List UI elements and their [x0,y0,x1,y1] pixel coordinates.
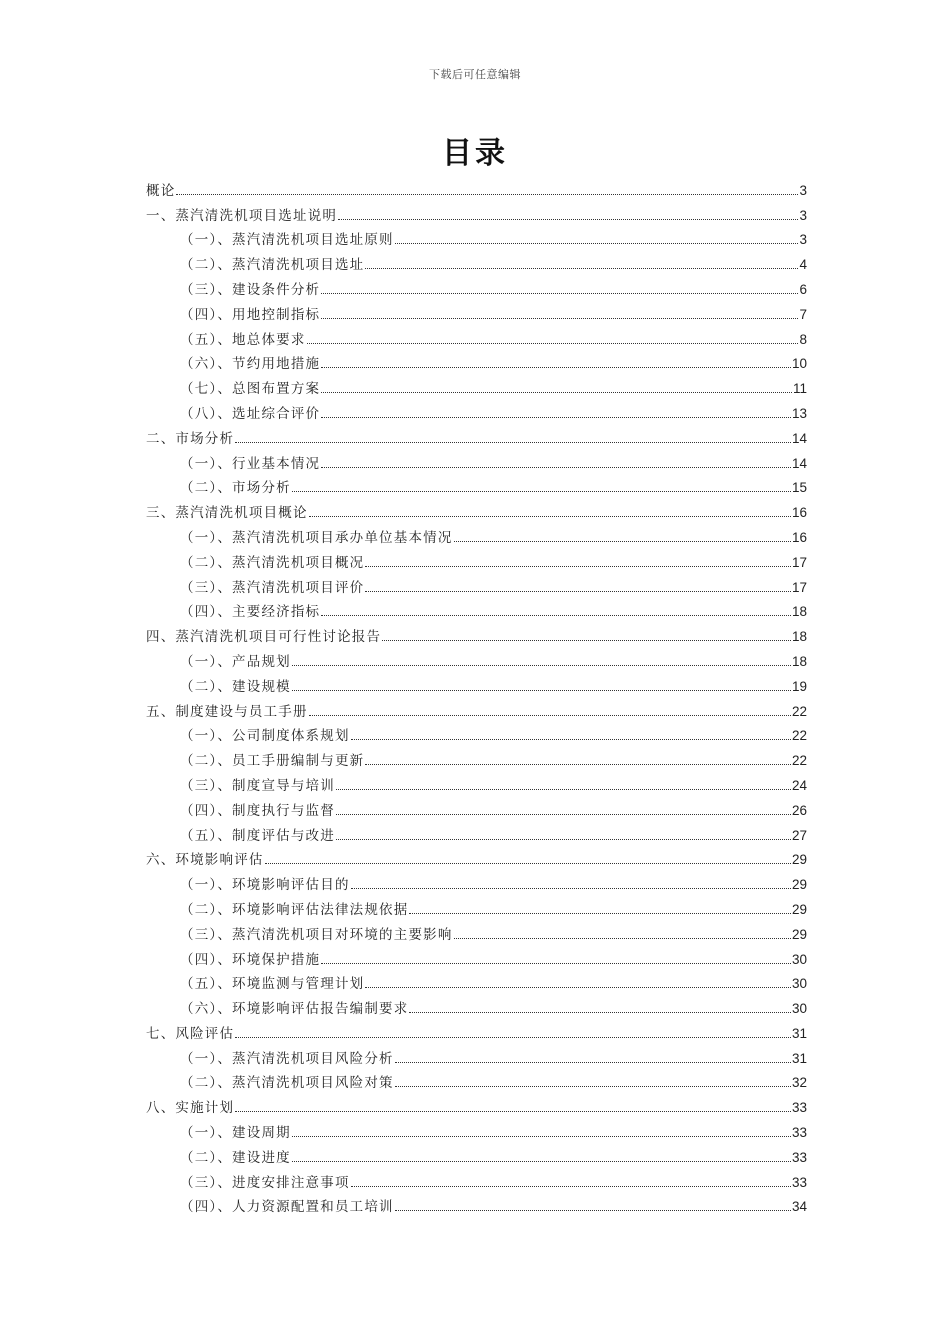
toc-subsection-entry[interactable] [146,645,807,670]
toc-subsection-entry[interactable] [146,397,807,422]
toc-dot-leader [307,343,799,344]
toc-subsection-entry[interactable] [146,868,807,893]
toc-dot-leader [365,566,791,567]
toc-subsection-entry[interactable] [146,472,807,497]
toc-page-number: 18 [791,629,807,645]
toc-dot-leader [336,789,791,790]
toc-dot-leader [292,665,791,666]
toc-subsection-entry[interactable] [146,893,807,918]
toc-entry-title: （四）、主要经济指标 [180,604,321,621]
toc-section-entry[interactable] [146,620,807,645]
toc-subsection-entry[interactable] [146,744,807,769]
toc-dot-leader [395,1210,791,1211]
toc-page-number: 19 [791,678,807,694]
page-title: 目录 [442,136,508,171]
toc-page-number: 17 [791,554,807,570]
toc-dot-leader [351,888,791,889]
toc-entry-title: （一）、蒸汽清洗机项目风险分析 [180,1050,394,1067]
toc-subsection-entry[interactable] [146,273,807,298]
toc-dot-leader [292,1161,791,1162]
toc-subsection-entry[interactable] [146,224,807,249]
toc-dot-leader [336,839,791,840]
toc-entry-title: （六）、环境影响评估报告编制要求 [180,1001,409,1018]
toc-subsection-entry[interactable] [146,670,807,695]
toc-page-number: 7 [799,306,807,322]
toc-entry-title: （二）、蒸汽清洗机项目概况 [180,554,365,571]
toc-entry-title: 五、制度建设与员工手册 [146,703,308,720]
toc-page-number: 14 [791,430,807,446]
toc-page-number: 27 [791,827,807,843]
toc-page-number: 30 [791,1001,807,1017]
toc-entry-title: （五）、地总体要求 [180,331,306,348]
toc-page-number: 31 [791,1025,807,1041]
toc-section-entry[interactable] [146,496,807,521]
toc-entry-title: 概论 [146,182,176,199]
toc-page-number: 10 [791,356,807,372]
toc-entry-title: （二）、市场分析 [180,480,291,497]
toc-page-number: 33 [791,1100,807,1116]
toc-subsection-entry[interactable] [146,1141,807,1166]
toc-dot-leader [382,640,791,641]
toc-entry-title: （二）、建设规模 [180,678,291,695]
toc-dot-leader [235,1111,791,1112]
toc-page-number: 26 [791,802,807,818]
toc-page-number: 4 [799,257,807,273]
toc-subsection-entry[interactable] [146,819,807,844]
toc-page-number: 13 [791,405,807,421]
toc-dot-leader [409,913,791,914]
toc-page-number: 16 [791,529,807,545]
toc-page-number: 29 [791,901,807,917]
toc-dot-leader [395,1062,791,1063]
toc-page-number: 14 [791,455,807,471]
toc-page-number: 3 [799,182,807,198]
toc-dot-leader [321,417,791,418]
toc-subsection-entry[interactable] [146,943,807,968]
toc-page-number: 24 [791,777,807,793]
toc-subsection-entry[interactable] [146,571,807,596]
toc-subsection-entry[interactable] [146,1191,807,1216]
toc-subsection-entry[interactable] [146,1042,807,1067]
toc-page-number: 15 [791,480,807,496]
toc-entry-title: （二）、员工手册编制与更新 [180,753,365,770]
toc-dot-leader [365,591,791,592]
toc-page-number: 34 [791,1199,807,1215]
toc-dot-leader [454,938,791,939]
toc-page-number: 18 [791,604,807,620]
toc-page-number: 29 [791,877,807,893]
toc-dot-leader [235,442,791,443]
toc-dot-leader [351,1186,791,1187]
toc-entry-title: 七、风险评估 [146,1025,235,1042]
toc-entry-title: （二）、环境影响评估法律法规依据 [180,901,409,918]
toc-entry-title: （五）、环境监测与管理计划 [180,976,365,993]
toc-entry-title: 六、环境影响评估 [146,852,264,869]
toc-section-entry[interactable] [146,199,807,224]
toc-entry-title: （一）、建设周期 [180,1125,291,1142]
toc-dot-leader [395,1086,791,1087]
toc-subsection-entry[interactable] [146,1067,807,1092]
toc-dot-leader [265,863,791,864]
toc-subsection-entry[interactable] [146,521,807,546]
toc-subsection-entry[interactable] [146,769,807,794]
toc-page-number: 30 [791,951,807,967]
toc-dot-leader [454,541,791,542]
toc-page-number: 32 [791,1075,807,1091]
toc-page-number: 33 [791,1149,807,1165]
toc-dot-leader [409,1012,791,1013]
toc-subsection-entry[interactable] [146,248,807,273]
toc-dot-leader [292,690,791,691]
toc-entry-title: 八、实施计划 [146,1100,235,1117]
toc-section-entry[interactable] [146,1017,807,1042]
toc-entry-title: （八）、选址综合评价 [180,405,321,422]
toc-subsection-entry[interactable] [146,918,807,943]
toc-entry-title: （二）、蒸汽清洗机项目风险对策 [180,1075,394,1092]
toc-page-number: 18 [791,653,807,669]
toc-dot-leader [321,367,791,368]
toc-dot-leader [321,318,798,319]
toc-dot-leader [395,243,799,244]
toc-section-entry[interactable] [146,1091,807,1116]
toc-page-number: 11 [792,381,807,397]
toc-section-entry[interactable] [146,174,807,199]
toc-page-number: 31 [791,1050,807,1066]
toc-page-number: 3 [799,207,807,223]
toc-dot-leader [321,963,791,964]
toc-dot-leader [321,392,792,393]
toc-entry-title: （三）、制度宣导与培训 [180,777,335,794]
toc-section-entry[interactable] [146,844,807,869]
toc-dot-leader [321,615,791,616]
toc-entry-title: 四、蒸汽清洗机项目可行性讨论报告 [146,629,382,646]
toc-entry-title: （五）、制度评估与改进 [180,827,335,844]
toc-dot-leader [338,219,798,220]
toc-page-number: 22 [791,753,807,769]
toc-page-number: 22 [791,728,807,744]
toc-page-number: 33 [791,1174,807,1190]
toc-section-entry[interactable] [146,695,807,720]
toc-entry-title: （七）、总图布置方案 [180,381,321,398]
toc-page-number: 6 [799,281,807,297]
table-of-contents [146,174,807,1215]
toc-dot-leader [365,987,791,988]
toc-page-number: 3 [799,232,807,248]
toc-subsection-entry[interactable] [146,992,807,1017]
toc-dot-leader [351,739,791,740]
toc-page-number: 16 [791,505,807,521]
toc-dot-leader [365,268,798,269]
toc-page-number: 29 [791,852,807,868]
toc-subsection-entry[interactable] [146,372,807,397]
toc-entry-title: （四）、环境保护措施 [180,951,321,968]
toc-entry-title: （四）、制度执行与监督 [180,802,335,819]
toc-dot-leader [321,293,798,294]
toc-subsection-entry[interactable] [146,323,807,348]
toc-page-number: 29 [791,926,807,942]
toc-entry-title: （三）、进度安排注意事项 [180,1174,350,1191]
toc-entry-title: （一）、蒸汽清洗机项目选址原则 [180,232,394,249]
toc-subsection-entry[interactable] [146,298,807,323]
toc-dot-leader [336,814,791,815]
toc-dot-leader [292,1136,791,1137]
toc-page-number: 30 [791,976,807,992]
toc-dot-leader [321,467,791,468]
toc-entry-title: （一）、公司制度体系规划 [180,728,350,745]
toc-dot-leader [309,715,791,716]
toc-section-entry[interactable] [146,422,807,447]
toc-subsection-entry[interactable] [146,546,807,571]
header-note: 下载后可任意编辑 [429,68,521,81]
toc-subsection-entry[interactable] [146,348,807,373]
toc-page-number: 22 [791,703,807,719]
toc-page-number: 8 [799,331,807,347]
toc-entry-title: （三）、建设条件分析 [180,281,321,298]
toc-entry-title: （四）、用地控制指标 [180,306,321,323]
toc-entry-title: （六）、节约用地措施 [180,356,321,373]
toc-entry-title: 二、市场分析 [146,430,235,447]
toc-page-number: 33 [791,1125,807,1141]
toc-subsection-entry[interactable] [146,968,807,993]
toc-entry-title: （一）、环境影响评估目的 [180,877,350,894]
toc-entry-title: （三）、蒸汽清洗机项目评价 [180,579,365,596]
toc-subsection-entry[interactable] [146,720,807,745]
toc-dot-leader [365,764,791,765]
toc-dot-leader [176,194,798,195]
toc-dot-leader [235,1037,791,1038]
toc-subsection-entry[interactable] [146,447,807,472]
toc-entry-title: （四）、人力资源配置和员工培训 [180,1199,394,1216]
toc-subsection-entry[interactable] [146,596,807,621]
toc-subsection-entry[interactable] [146,1166,807,1191]
toc-page-number: 17 [791,579,807,595]
toc-entry-title: （一）、蒸汽清洗机项目承办单位基本情况 [180,529,453,546]
toc-subsection-entry[interactable] [146,1116,807,1141]
toc-subsection-entry[interactable] [146,794,807,819]
toc-entry-title: （二）、蒸汽清洗机项目选址 [180,257,365,274]
toc-dot-leader [309,516,791,517]
toc-entry-title: 一、蒸汽清洗机项目选址说明 [146,207,338,224]
toc-entry-title: （一）、行业基本情况 [180,455,321,472]
toc-entry-title: （二）、建设进度 [180,1149,291,1166]
toc-entry-title: （三）、蒸汽清洗机项目对环境的主要影响 [180,926,453,943]
toc-entry-title: （一）、产品规划 [180,653,291,670]
toc-entry-title: 三、蒸汽清洗机项目概论 [146,505,308,522]
toc-dot-leader [292,491,791,492]
